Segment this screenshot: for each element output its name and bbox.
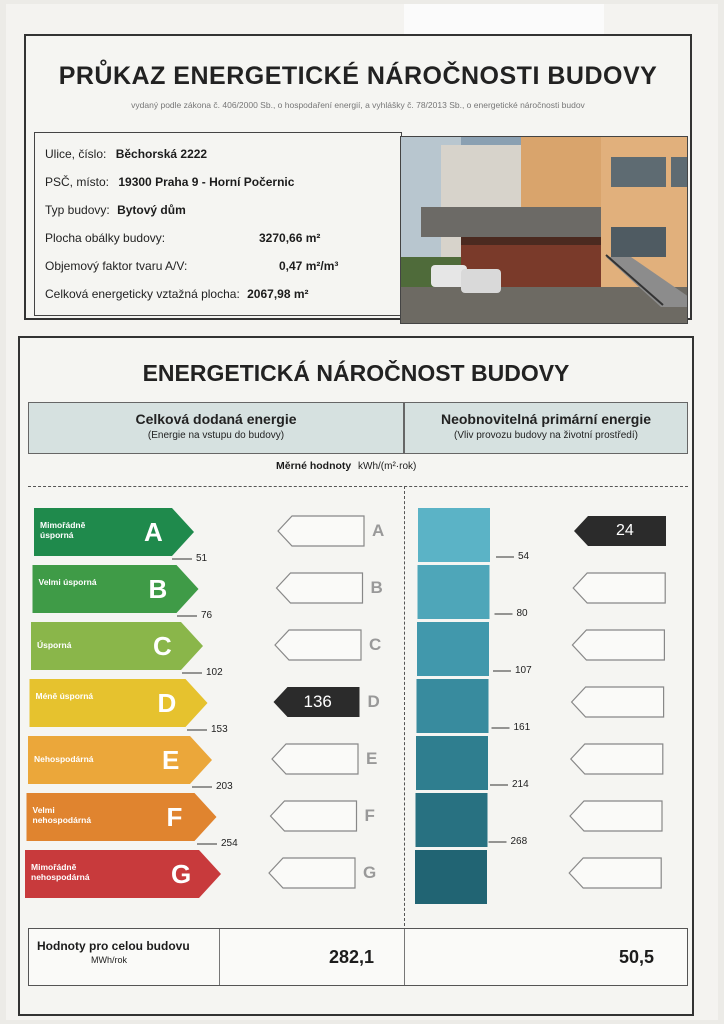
class-e-label: Nehospodárná: [34, 754, 94, 764]
psc-label: PSČ, místo:: [45, 175, 110, 189]
certificate-subtitle: vydaný podle zákona č. 406/2000 Sb., o hospodaření energií, a vyhlášky č. 78/2013 Sb., o energetické náročnosti budov: [131, 100, 585, 110]
primary-energy-title: Neobnovitelná primární energie: [440, 411, 652, 427]
type-label: Typ budovy:: [45, 203, 110, 217]
units-value: kWh/(m²·rok): [358, 461, 417, 472]
primary-energy-slot: [573, 573, 665, 603]
primary-threshold-label: 54: [518, 551, 530, 562]
class-g-label: Mimořádně nehospodárná: [31, 862, 90, 882]
primary-energy-subtitle: (Vliv provozu budovy na životní prostředí): [454, 430, 638, 441]
delivered-energy-slot-letter: A: [372, 521, 385, 540]
street-value: Běchorská 2222: [115, 147, 208, 161]
class-f-label: Velmi nehospodárná: [32, 805, 92, 825]
totals-unit: MWh/rok: [91, 955, 127, 965]
delivered-energy-slot-letter: E: [366, 749, 378, 768]
totals-divider: [404, 929, 405, 985]
delivered-energy-total: 282,1: [329, 947, 375, 967]
area-row: [45, 287, 309, 301]
building-photo: [400, 136, 688, 324]
delivered-energy-title: Celková dodaná energie: [135, 411, 297, 427]
delivered-threshold-label: 51: [196, 553, 208, 564]
class-g-letter: G: [171, 859, 192, 889]
totals-divider: [219, 929, 220, 985]
delivered-energy-slot: [275, 630, 361, 660]
primary-energy-slot: [569, 858, 661, 888]
class-c-label: Úsporná: [37, 640, 72, 650]
primary-energy-bar-segment: [418, 508, 490, 562]
delivered-energy-slot-letter: G: [363, 863, 377, 882]
building-info-box: [34, 132, 402, 316]
primary-energy-bar-segment: [417, 622, 489, 676]
class-d-label: Méně úsporná: [35, 691, 94, 701]
delivered-energy-slot-letter: D: [367, 692, 380, 711]
street-row: [45, 147, 207, 161]
primary-energy-bar-segment: [416, 793, 488, 847]
type-value: Bytový dům: [117, 203, 186, 217]
delivered-threshold-label: 203: [216, 781, 233, 792]
delivered-energy-slot-letter: B: [370, 578, 383, 597]
delivered-energy-slot: [277, 573, 363, 603]
class-a-label: Mimořádně úsporná: [40, 520, 86, 540]
class-e-letter: E: [162, 745, 180, 775]
envelope-value: 3270,66 m²: [259, 231, 321, 245]
delivered-threshold-label: 76: [201, 610, 213, 621]
delivered-energy-value: 136: [303, 692, 332, 711]
delivered-threshold-label: 153: [211, 724, 228, 735]
primary-energy-total: 50,5: [619, 947, 655, 967]
primary-threshold-label: 107: [515, 665, 532, 676]
area-value: 2067,98 m²: [247, 287, 309, 301]
energy-rating-title: ENERGETICKÁ NÁROČNOST BUDOVY: [142, 360, 570, 386]
class-f-letter: F: [166, 802, 183, 832]
class-c-letter: C: [153, 631, 172, 661]
energy-rating-panel: [18, 336, 694, 1016]
delivered-energy-slot: [271, 801, 357, 831]
primary-threshold-label: 80: [516, 608, 528, 619]
class-d-arrow: [30, 679, 208, 727]
totals-footer: [28, 928, 688, 986]
totals-label: Hodnoty pro celou budovu: [37, 939, 190, 953]
delivered-threshold-label: 254: [221, 838, 238, 849]
shape-factor-row: [45, 259, 187, 273]
class-a-letter: A: [144, 517, 163, 547]
primary-threshold-label: 161: [513, 722, 531, 733]
primary-energy-bar-segment: [416, 736, 488, 790]
primary-threshold-label: 268: [510, 836, 528, 847]
type-row: [45, 203, 186, 217]
psc-row: [45, 175, 294, 189]
delivered-energy-slot: [269, 858, 355, 888]
delivered-energy-slot-letter: F: [364, 806, 375, 825]
primary-energy-bar-segment: [417, 679, 489, 733]
primary-energy-slot: [571, 744, 663, 774]
primary-energy-slot: [572, 687, 664, 717]
psc-value: 19300 Praha 9 - Horní Počernic: [118, 175, 295, 189]
delivered-energy-slot: [278, 516, 364, 546]
delivered-energy-slot-letter: C: [369, 635, 382, 654]
units-label: Měrné hodnoty: [276, 460, 352, 472]
primary-energy-value: 24: [616, 522, 634, 539]
energy-scale-graphics: [20, 338, 696, 938]
primary-energy-slot: [570, 801, 662, 831]
delivered-energy-subtitle: (Energie na vstupu do budovy): [147, 430, 285, 441]
envelope-row: [45, 231, 165, 245]
envelope-label: Plocha obálky budovy:: [45, 231, 166, 245]
shape-factor-label: Objemový faktor tvaru A/V:: [45, 259, 188, 273]
primary-energy-bar-segment: [415, 850, 487, 904]
primary-energy-slot: [572, 630, 664, 660]
certificate-title: PRŮKAZ ENERGETICKÉ NÁROČNOSTI BUDOVY: [58, 62, 658, 90]
primary-energy-bar-segment: [418, 565, 490, 619]
delivered-threshold-label: 102: [206, 667, 223, 678]
class-b-letter: B: [148, 574, 168, 604]
class-d-letter: D: [157, 688, 177, 718]
shape-factor-value: 0,47 m²/m³: [279, 259, 339, 273]
class-b-arrow: [33, 565, 199, 613]
class-b-label: Velmi úsporná: [38, 577, 97, 587]
street-label: Ulice, číslo:: [45, 147, 107, 161]
delivered-energy-slot: [272, 744, 358, 774]
primary-threshold-label: 214: [512, 779, 529, 790]
certificate-header: [24, 34, 692, 320]
area-label: Celková energeticky vztažná plocha:: [45, 287, 240, 301]
